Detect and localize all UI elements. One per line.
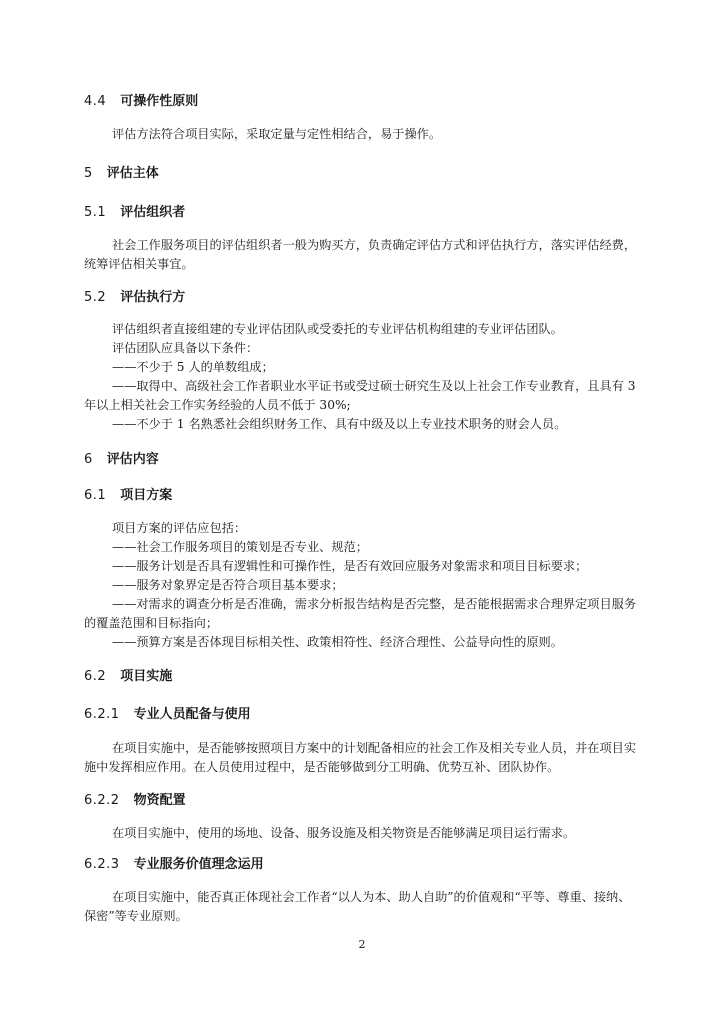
text-line: 在项目实施中，是否能够按照项目方案中的计划配备相应的社会工作及相关专业人员，并在项目实 (112, 741, 637, 755)
section-title: 专业人员配备与使用 (133, 707, 251, 722)
text-line: 在项目实施中，使用的场地、设备、服务设施及相关物资是否能够满足项目运行需求。 (112, 826, 576, 840)
text-line: 保密”等专业原则。 (84, 909, 188, 923)
section-number: 6.1 (84, 488, 107, 503)
heading-6-2-3 (84, 857, 264, 873)
text-line: 的覆盖范围和目标指向； (84, 616, 219, 630)
text-line: 统筹评估相关事宜。 (84, 257, 194, 271)
section-number: 5.1 (84, 205, 107, 220)
heading-4-4 (84, 94, 198, 110)
section-title: 评估执行方 (120, 290, 186, 305)
paragraph-4-4 (84, 125, 644, 144)
text-line: ——社会工作服务项目的策划是否专业、规范； (112, 540, 368, 554)
text-line: 评估团队应具备以下条件： (112, 341, 259, 355)
section-number: 6 (84, 452, 93, 467)
heading-5 (84, 166, 159, 182)
text-line: 在项目实施中，能否真正体现社会工作者“以人为本、助人自助”的价值观和“平等、尊重、接纳、 (112, 890, 631, 904)
paragraph-6-1 (84, 519, 644, 652)
page-number: 2 (358, 938, 366, 951)
text-line: 年以上相关社会工作实务经验的人员不低于 30%; (84, 398, 351, 412)
section-title: 评估组织者 (120, 205, 186, 220)
section-title: 项目实施 (120, 669, 173, 684)
paragraph-5-1 (84, 236, 644, 274)
section-number: 5 (84, 166, 93, 181)
section-number: 6.2 (84, 669, 107, 684)
text-line: ——取得中、高级社会工作者职业水平证书或受过硕士研究生及以上社会工作专业教育，且具有 3 (112, 379, 636, 393)
paragraph-6-2-1 (84, 739, 644, 777)
section-number: 4.4 (84, 94, 107, 109)
text-line: 评估组织者直接组建的专业评估团队或受委托的专业评估机构组建的专业评估团队。 (112, 322, 563, 336)
paragraph-5-2 (84, 320, 644, 434)
paragraph-6-2-2 (84, 824, 644, 843)
heading-6-2 (84, 669, 172, 685)
text-line: 项目方案的评估应包括： (112, 521, 247, 535)
text-line: 评估方法符合项目实际，采取定量与定性相结合，易于操作。 (112, 127, 442, 141)
text-line: 社会工作服务项目的评估组织者一般为购买方，负责确定评估方式和评估执行方，落实评估经费， (112, 238, 637, 252)
heading-5-1 (84, 205, 185, 221)
text-line: 施中发挥相应作用。在人员使用过程中，是否能够做到分工明确、优势互补、团队协作。 (84, 760, 560, 774)
section-title: 项目方案 (120, 488, 173, 503)
section-number: 6.2.1 (84, 707, 120, 722)
paragraph-6-2-3 (84, 888, 644, 926)
heading-6-2-1 (84, 707, 251, 723)
text-line: ——不少于 5 人的单数组成； (112, 360, 274, 374)
section-title: 物资配置 (133, 793, 186, 808)
section-title: 可操作性原则 (120, 94, 199, 109)
section-title: 评估主体 (106, 166, 159, 181)
section-title: 专业服务价值理念运用 (133, 857, 264, 872)
section-number: 6.2.3 (84, 857, 120, 872)
section-title: 评估内容 (106, 452, 159, 467)
text-line: ——不少于 1 名熟悉社会组织财务工作、具有中级及以上专业技术职务的财会人员。 (112, 417, 567, 431)
heading-6-1 (84, 488, 172, 504)
text-line: ——对需求的调查分析是否准确，需求分析报告结构是否完整，是否能根据需求合理界定项目服务 (112, 597, 637, 611)
text-line: ——服务计划是否具有逻辑性和可操作性，是否有效回应服务对象需求和项目目标要求； (112, 559, 588, 573)
text-line: ——预算方案是否体现目标相关性、政策相符性、经济合理性、公益导向性的原则。 (112, 635, 563, 649)
section-number: 5.2 (84, 290, 107, 305)
heading-6 (84, 452, 159, 468)
section-number: 6.2.2 (84, 793, 120, 808)
heading-5-2 (84, 290, 185, 306)
heading-6-2-2 (84, 793, 186, 809)
text-line: ——服务对象界定是否符合项目基本要求； (112, 578, 344, 592)
